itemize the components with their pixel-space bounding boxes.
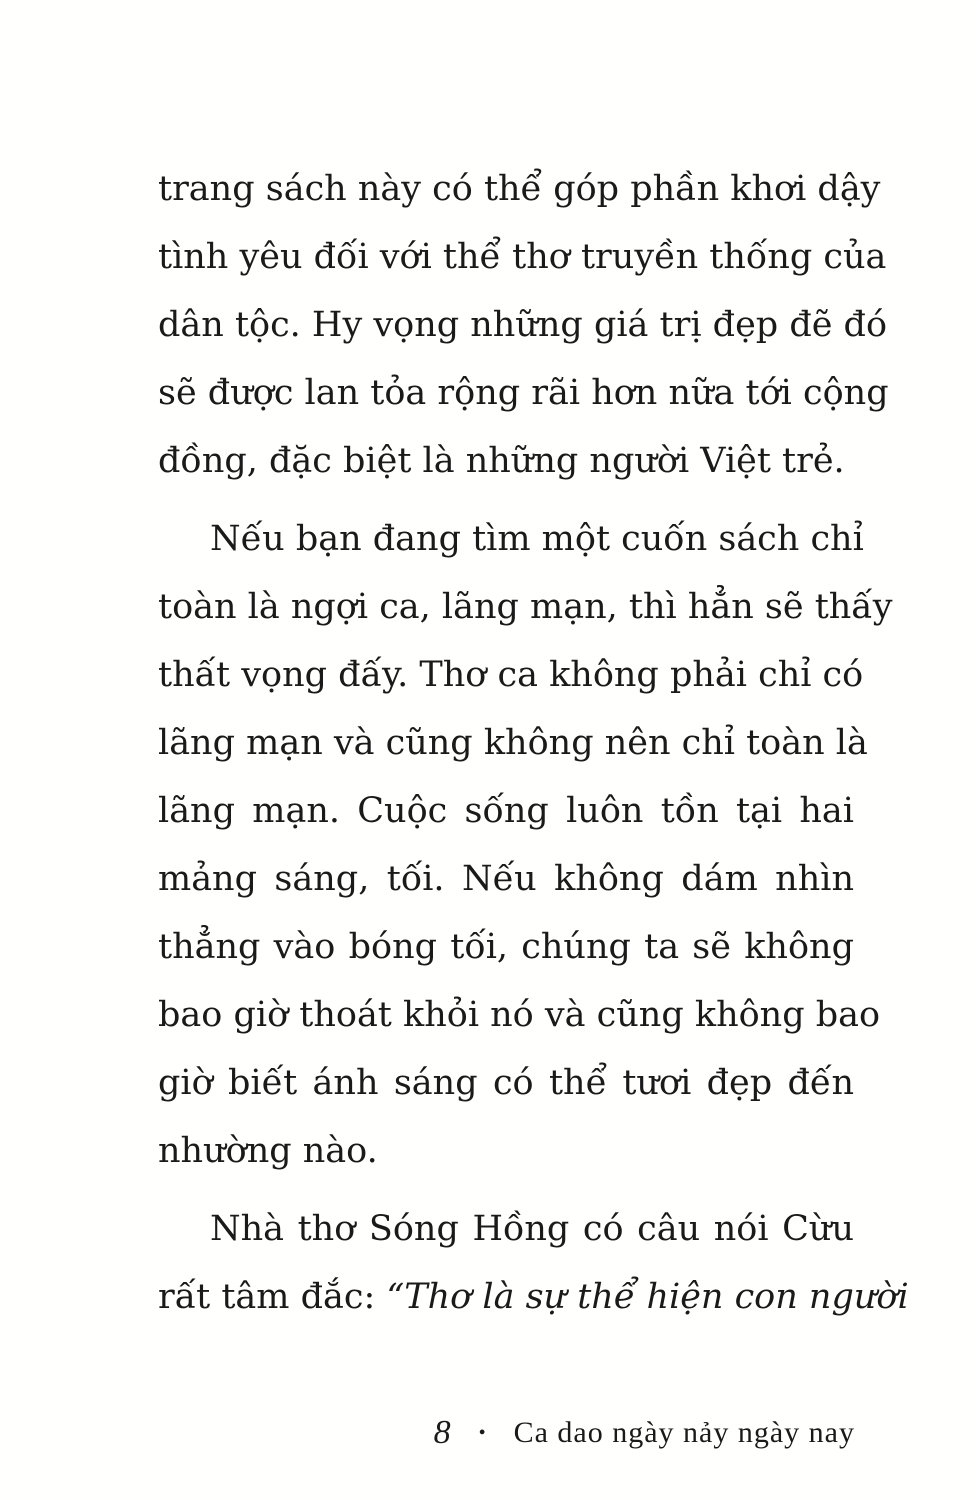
paragraph-2 — [158, 505, 893, 1185]
paragraph-gap — [158, 1185, 854, 1195]
running-title: Ca dao ngày nảy ngày nay — [513, 1416, 855, 1449]
text-line: lãng mạn. Cuộc sống luôn tồn tại hai — [158, 791, 854, 831]
text-line: trang sách này có thể góp phần khơi dậy — [158, 169, 881, 209]
text-line: thất vọng đấy. Thơ ca không phải chỉ có — [158, 655, 864, 695]
bullet-separator: • — [478, 1421, 486, 1444]
text-line: nhường nào. — [158, 1131, 378, 1171]
paragraph-gap — [158, 495, 854, 505]
quote-italic: “Thơ là sự thể hiện con người — [386, 1277, 909, 1317]
text-line: dân tộc. Hy vọng những giá trị đẹp đẽ đó — [158, 305, 888, 345]
text-line: thẳng vào bóng tối, chúng ta sẽ không — [158, 927, 854, 967]
text-line: mảng sáng, tối. Nếu không dám nhìn — [158, 859, 854, 899]
paragraph-3 — [158, 1195, 909, 1331]
paragraph-1 — [158, 155, 889, 495]
text-line: sẽ được lan tỏa rộng rãi hơn nữa tới cộng — [158, 373, 889, 413]
text-line: giờ biết ánh sáng có thể tươi đẹp đến — [158, 1063, 854, 1103]
text-line — [158, 1263, 909, 1331]
text-line: toàn là ngợi ca, lãng mạn, thì hẳn sẽ thấy — [158, 587, 893, 627]
text-line: tình yêu đối với thể thơ truyền thống của — [158, 237, 887, 277]
text-plain: rất tâm đắc: — [158, 1277, 387, 1317]
text-line: bao giờ thoát khỏi nó và cũng không bao — [158, 995, 881, 1035]
page-footer — [380, 1413, 855, 1453]
text-line: Nếu bạn đang tìm một cuốn sách chỉ — [210, 519, 864, 559]
text-line: Nhà thơ Sóng Hồng có câu nói Cừu — [210, 1209, 854, 1249]
body-text — [158, 155, 909, 1331]
text-line: đồng, đặc biệt là những người Việt trẻ. — [158, 441, 845, 481]
page-number: 8 — [433, 1414, 451, 1451]
text-line: lãng mạn và cũng không nên chỉ toàn là — [158, 723, 868, 763]
